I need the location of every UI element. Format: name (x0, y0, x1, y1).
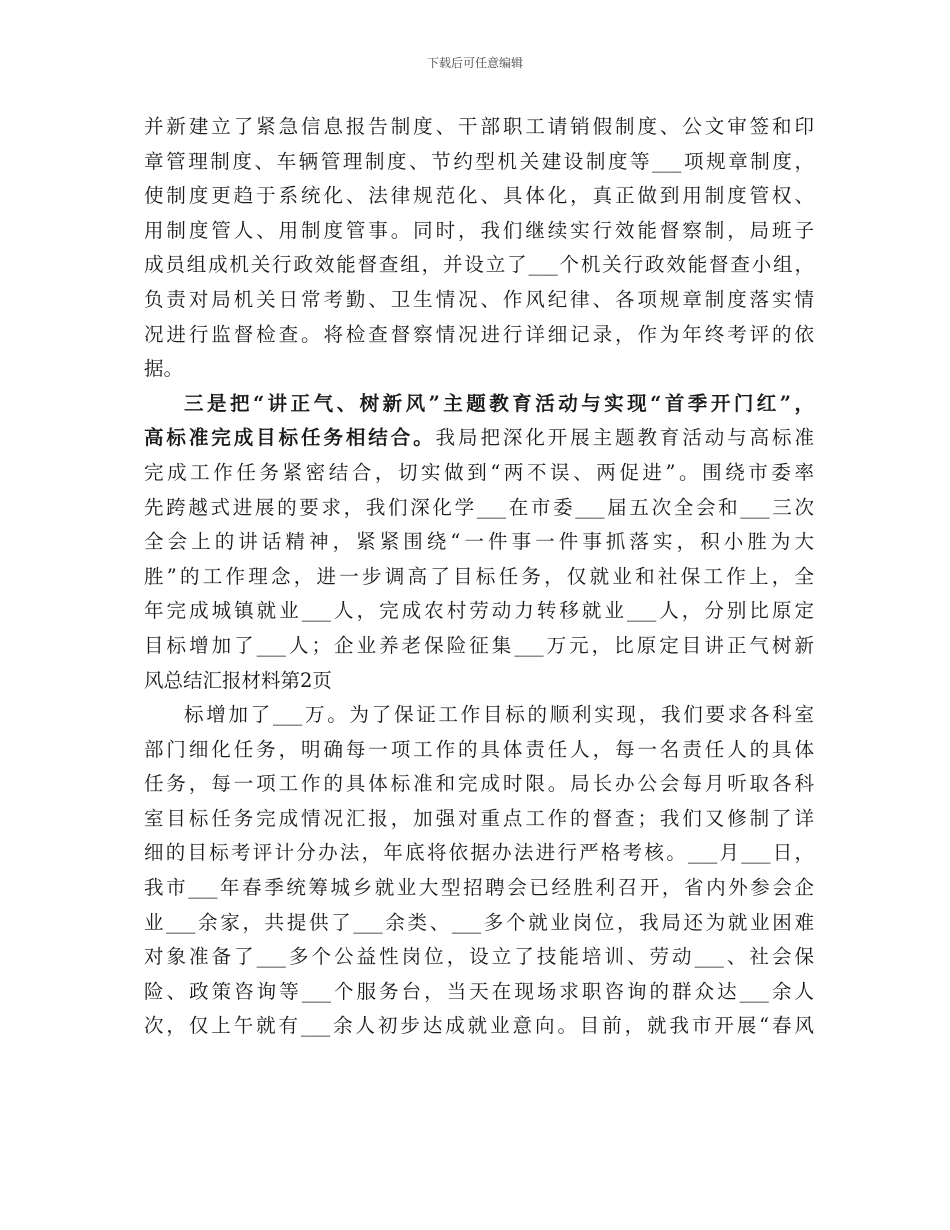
paragraph-line: 任务，每一项工作的具体标准和完成时限。局长办公会每月听取各科 (144, 772, 814, 796)
paragraph-line: 先跨越式进展的要求，我们深化学___在市委___届五次全会和___三次 (144, 495, 814, 519)
paragraph-line: 业___余家，共提供了___余类、___多个就业岗位，我局还为就业困难 (144, 910, 814, 934)
paragraph-line: 全会上的讲话精神，紧紧围绕“一件事一件事抓落实，积小胜为大 (144, 530, 814, 554)
section-heading-line: 三是把“讲正气、树新风”主题教育活动与实现“首季开门红”， (184, 391, 814, 415)
paragraph-line: 风总结汇报材料第2页 (144, 668, 332, 692)
paragraph-line: 险、政策咨询等___个服务台，当天在现场求职咨询的群众达___余人 (144, 979, 814, 1003)
paragraph-text: 我局把深化开展主题教育活动与高标准 (435, 426, 814, 450)
paragraph-line: 胜”的工作理念，进一步调高了目标任务，仅就业和社保工作上，全 (144, 564, 814, 588)
paragraph-line: 部门细化任务，明确每一项工作的具体责任人，每一名责任人的具体 (144, 737, 814, 761)
paragraph-line: 目标增加了___人；企业养老保险征集___万元，比原定目讲正气树新 (144, 633, 814, 657)
document-body (144, 110, 814, 1044)
paragraph-line: 负责对局机关日常考勤、卫生情况、作风纪律、各项规章制度落实情 (144, 287, 814, 311)
paragraph-line: 章管理制度、车辆管理制度、节约型机关建设制度等___项规章制度， (144, 149, 814, 173)
paragraph-line: 用制度管人、用制度管事。同时，我们继续实行效能督察制，局班子 (144, 218, 814, 242)
paragraph-line: 年完成城镇就业___人，完成农村劳动力转移就业___人，分别比原定 (144, 599, 814, 623)
paragraph-line: 成员组成机关行政效能督查组，并设立了___个机关行政效能督查小组， (144, 253, 814, 277)
paragraph-line: 使制度更趋于系统化、法律规范化、具体化，真正做到用制度管权、 (144, 184, 814, 208)
section-heading-tail: 高标准完成目标任务相结合。 (144, 426, 436, 450)
paragraph-line: 标增加了___万。为了保证工作目标的顺利实现，我们要求各科室 (184, 703, 814, 727)
page-header: 下载后可任意编辑 (426, 56, 523, 70)
paragraph-line: 室目标任务完成情况汇报，加强对重点工作的督查；我们又修制了详 (144, 806, 814, 830)
paragraph-line: 完成工作任务紧密结合，切实做到“两不误、两促进”。围绕市委率 (144, 460, 814, 484)
paragraph-line: 次，仅上午就有___余人初步达成就业意向。目前，就我市开展“春风 (144, 1014, 814, 1038)
paragraph-line (144, 421, 814, 456)
paragraph-line: 对象准备了___多个公益性岗位，设立了技能培训、劳动___、社会保 (144, 945, 814, 969)
paragraph-line: 并新建立了紧急信息报告制度、干部职工请销假制度、公文审签和印 (144, 115, 814, 138)
paragraph-line: 细的目标考评计分办法，年底将依据办法进行严格考核。___月___日， (144, 841, 814, 865)
paragraph-line: 据。 (144, 357, 184, 381)
paragraph-line: 我市___年春季统筹城乡就业大型招聘会已经胜利召开，省内外参会企 (144, 876, 814, 900)
paragraph-line: 况进行监督检查。将检查督察情况进行详细记录，作为年终考评的依 (144, 322, 814, 346)
